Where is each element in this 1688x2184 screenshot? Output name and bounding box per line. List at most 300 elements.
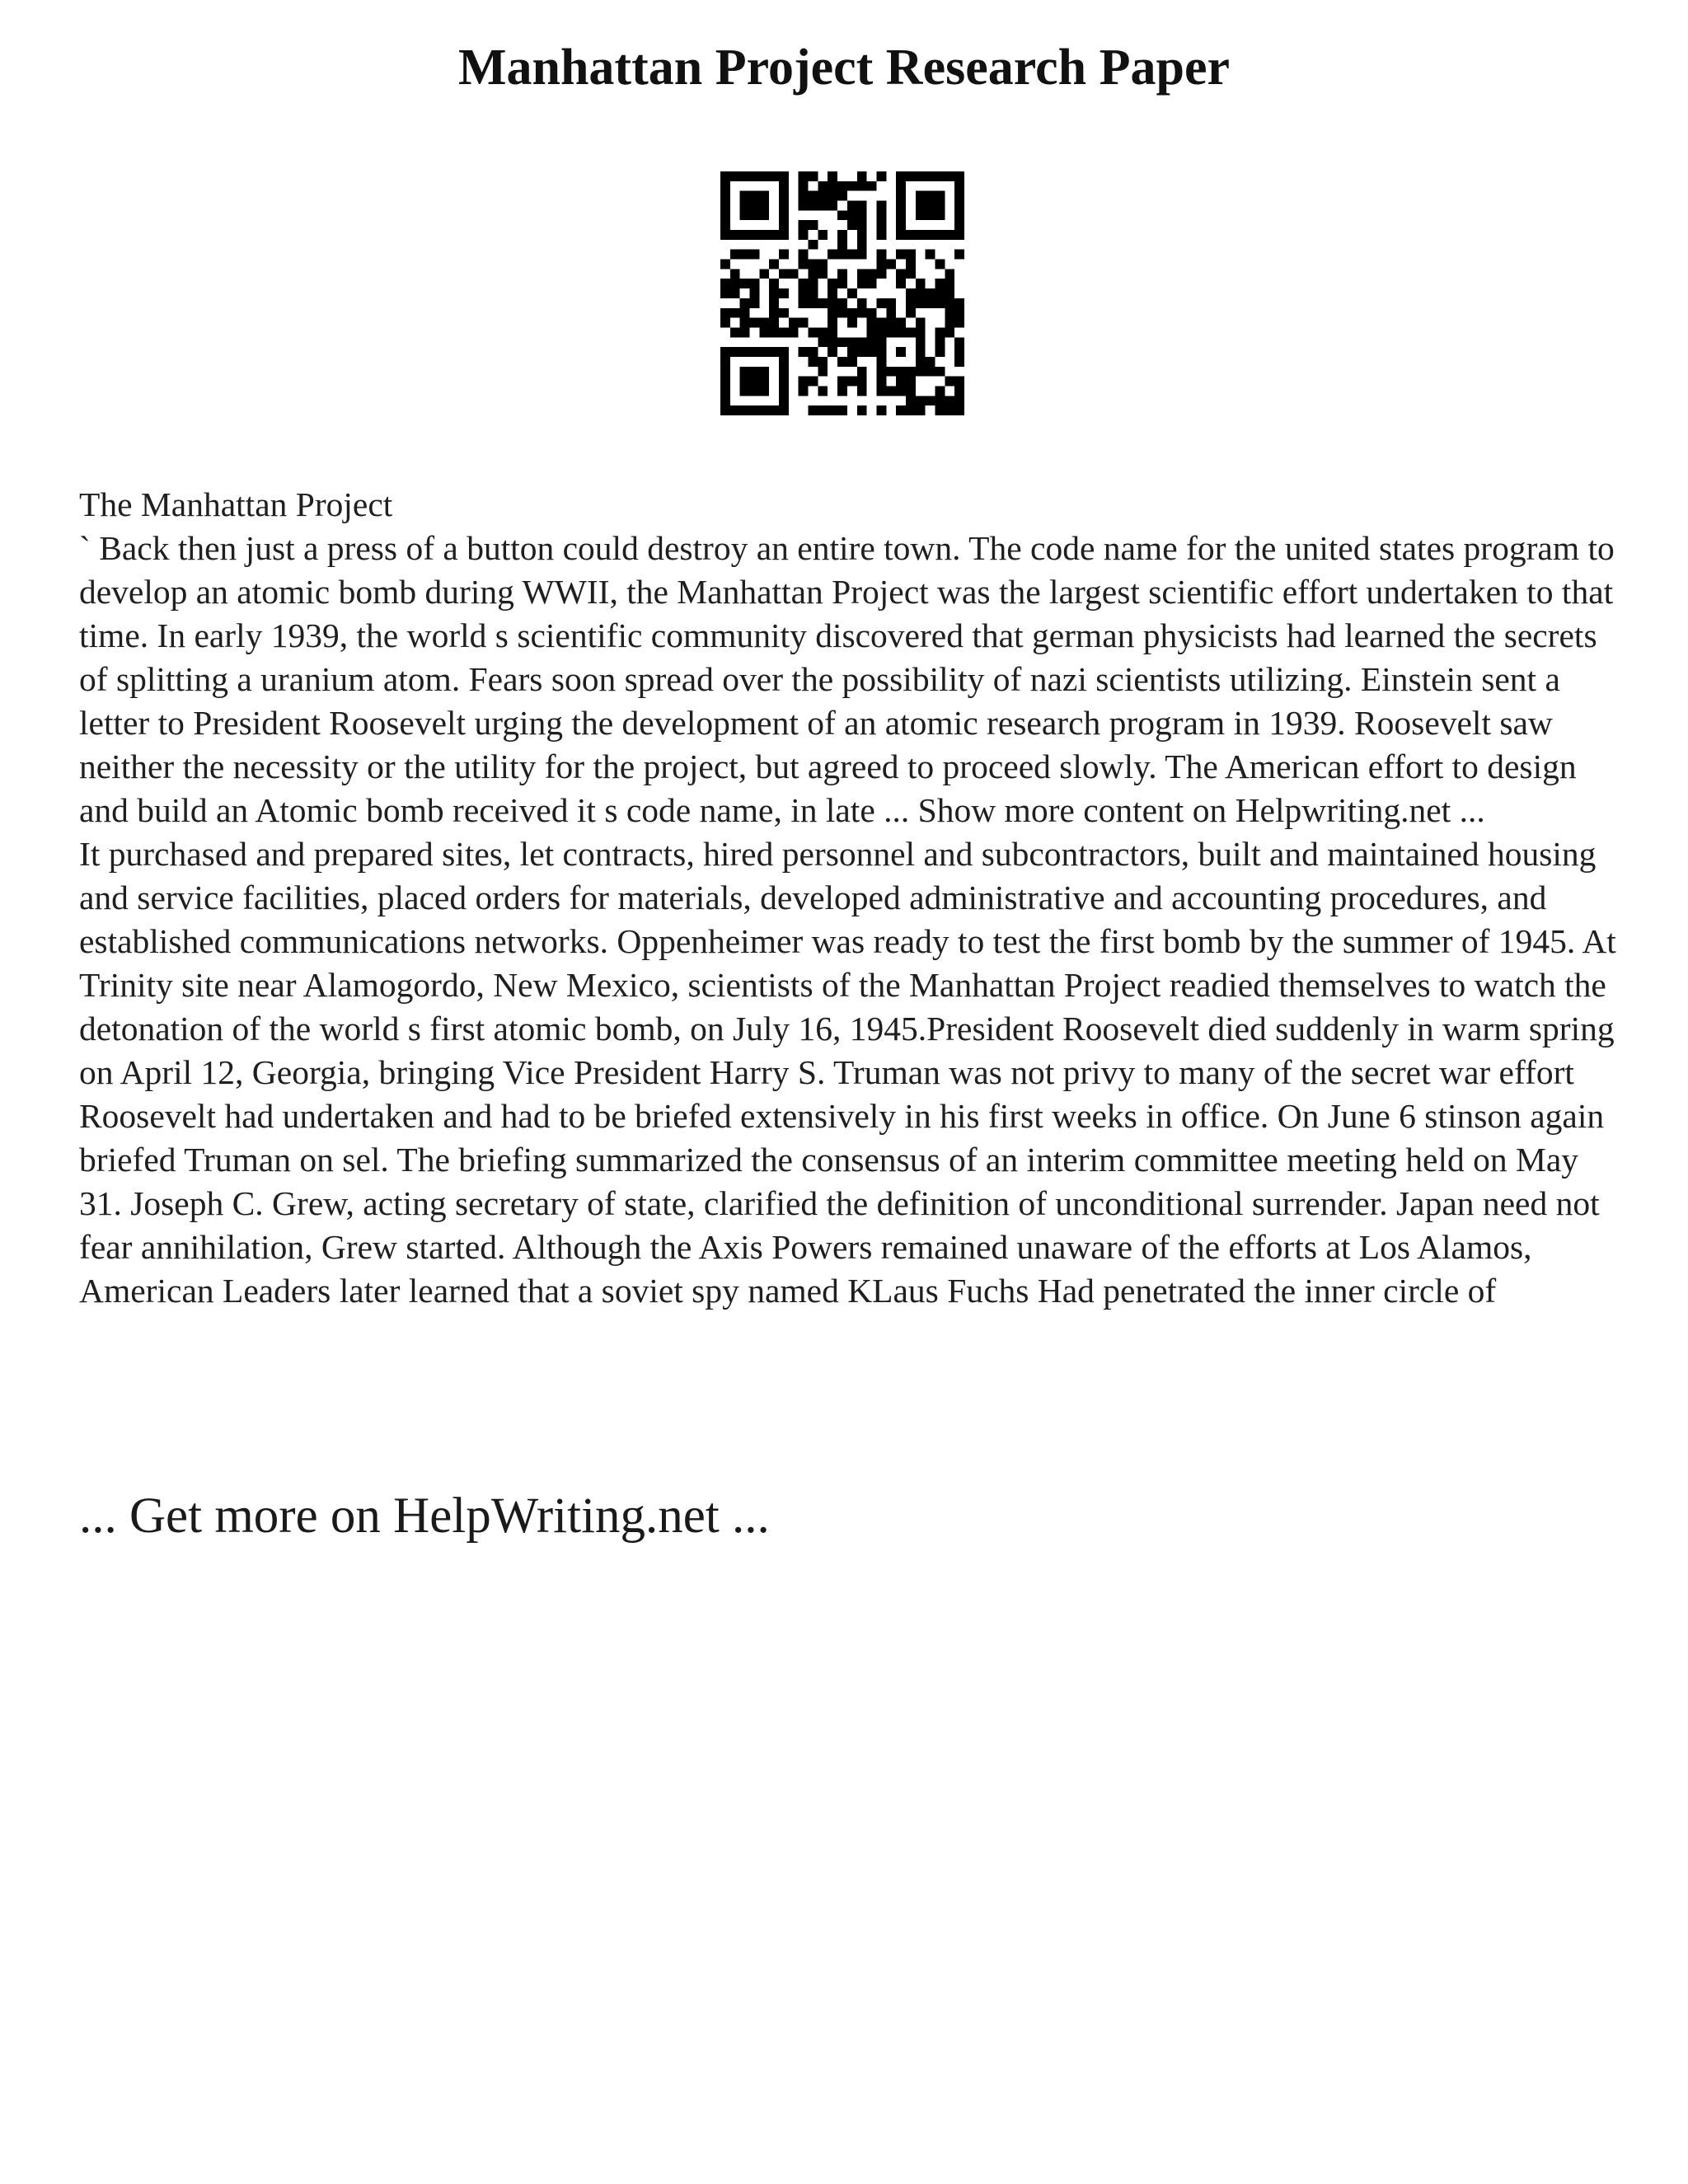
qr-module bbox=[945, 396, 954, 405]
qr-module bbox=[876, 260, 886, 269]
qr-module bbox=[847, 318, 857, 328]
qr-module bbox=[896, 405, 906, 415]
qr-module bbox=[935, 210, 945, 220]
qr-module bbox=[809, 279, 818, 288]
qr-module bbox=[809, 327, 818, 337]
qr-module bbox=[916, 230, 926, 240]
qr-module bbox=[818, 357, 828, 367]
qr-module bbox=[886, 386, 896, 396]
qr-module bbox=[906, 377, 916, 387]
qr-module bbox=[759, 377, 769, 387]
qr-module bbox=[759, 201, 769, 211]
qr-module bbox=[935, 327, 945, 337]
qr-module bbox=[916, 357, 926, 367]
qr-module bbox=[876, 367, 886, 377]
qr-module bbox=[857, 210, 867, 220]
qr-module bbox=[886, 308, 896, 318]
qr-module bbox=[740, 367, 750, 377]
qr-module bbox=[779, 396, 789, 405]
qr-module bbox=[876, 230, 886, 240]
qr-module bbox=[750, 367, 760, 377]
qr-module bbox=[954, 191, 964, 201]
qr-module bbox=[828, 250, 837, 260]
qr-module bbox=[828, 318, 837, 328]
qr-module bbox=[779, 347, 789, 357]
qr-module bbox=[837, 240, 847, 250]
qr-module bbox=[886, 318, 896, 328]
qr-module bbox=[935, 171, 945, 181]
qr-module bbox=[954, 347, 964, 357]
qr-module bbox=[916, 347, 926, 357]
qr-module bbox=[720, 260, 730, 269]
qr-module bbox=[828, 181, 837, 191]
qr-module bbox=[828, 327, 837, 337]
qr-module bbox=[750, 347, 760, 357]
qr-module bbox=[926, 298, 935, 308]
qr-module bbox=[750, 230, 760, 240]
qr-module bbox=[799, 201, 809, 211]
qr-module bbox=[935, 298, 945, 308]
qr-module bbox=[740, 210, 750, 220]
qr-module bbox=[740, 347, 750, 357]
qr-module bbox=[857, 250, 867, 260]
qr-module bbox=[954, 181, 964, 191]
qr-module bbox=[828, 298, 837, 308]
qr-module bbox=[896, 327, 906, 337]
qr-module bbox=[857, 269, 867, 279]
qr-module bbox=[759, 386, 769, 396]
qr-module bbox=[945, 298, 954, 308]
qr-module bbox=[916, 288, 926, 298]
qr-module bbox=[720, 210, 730, 220]
qr-module bbox=[779, 288, 789, 298]
qr-module bbox=[720, 318, 730, 328]
qr-module bbox=[896, 201, 906, 211]
qr-module bbox=[916, 171, 926, 181]
qr-module bbox=[876, 347, 886, 357]
qr-module bbox=[730, 288, 740, 298]
qr-module bbox=[935, 191, 945, 201]
qr-module bbox=[906, 396, 916, 405]
qr-module bbox=[809, 191, 818, 201]
qr-module bbox=[720, 396, 730, 405]
qr-module bbox=[857, 377, 867, 387]
qr-module bbox=[720, 357, 730, 367]
qr-module bbox=[799, 260, 809, 269]
qr-module bbox=[926, 171, 935, 181]
qr-module bbox=[730, 308, 740, 318]
qr-module bbox=[926, 230, 935, 240]
qr-module bbox=[789, 269, 799, 279]
qr-module bbox=[769, 318, 779, 328]
qr-module bbox=[809, 201, 818, 211]
qr-module bbox=[828, 201, 837, 211]
qr-module bbox=[935, 347, 945, 357]
qr-module bbox=[730, 250, 740, 260]
qr-module bbox=[906, 298, 916, 308]
qr-module bbox=[769, 230, 779, 240]
qr-module bbox=[809, 377, 818, 387]
qr-module bbox=[886, 298, 896, 308]
qr-module bbox=[935, 201, 945, 211]
qr-module bbox=[926, 357, 935, 367]
qr-module bbox=[954, 210, 964, 220]
qr-module bbox=[847, 288, 857, 298]
qr-module bbox=[847, 201, 857, 211]
page-title: Manhattan Project Research Paper bbox=[457, 40, 1231, 96]
qr-module bbox=[876, 337, 886, 347]
qr-module bbox=[954, 220, 964, 230]
qr-module bbox=[954, 201, 964, 211]
qr-module bbox=[876, 250, 886, 260]
qr-module bbox=[945, 308, 954, 318]
qr-module bbox=[740, 201, 750, 211]
qr-module bbox=[857, 405, 867, 415]
qr-module bbox=[886, 327, 896, 337]
qr-module bbox=[954, 377, 964, 387]
qr-module bbox=[906, 171, 916, 181]
qr-module bbox=[750, 201, 760, 211]
qr-module bbox=[837, 269, 847, 279]
qr-module bbox=[730, 269, 740, 279]
qr-module bbox=[857, 220, 867, 230]
qr-module bbox=[818, 367, 828, 377]
qr-module bbox=[896, 191, 906, 201]
qr-module bbox=[828, 337, 837, 347]
qr-module bbox=[750, 298, 760, 308]
qr-module bbox=[769, 327, 779, 337]
qr-module bbox=[730, 405, 740, 415]
qr-module bbox=[867, 337, 877, 347]
qr-module bbox=[954, 386, 964, 396]
qr-module bbox=[730, 279, 740, 288]
qr-module bbox=[935, 396, 945, 405]
qr-module bbox=[906, 288, 916, 298]
qr-module bbox=[799, 347, 809, 357]
qr-module bbox=[916, 201, 926, 211]
qr-module bbox=[740, 318, 750, 328]
qr-module bbox=[926, 201, 935, 211]
qr-module bbox=[769, 308, 779, 318]
qr-module bbox=[935, 230, 945, 240]
qr-module bbox=[759, 347, 769, 357]
qr-module bbox=[896, 269, 906, 279]
qr-module bbox=[954, 308, 964, 318]
qr-module bbox=[769, 171, 779, 181]
qr-module bbox=[945, 230, 954, 240]
qr-module bbox=[916, 405, 926, 415]
qr-module bbox=[916, 337, 926, 347]
qr-module bbox=[857, 298, 867, 308]
qr-module bbox=[750, 377, 760, 387]
qr-module bbox=[818, 230, 828, 240]
qr-module bbox=[818, 337, 828, 347]
article-heading: The Manhattan Project bbox=[79, 485, 393, 523]
qr-module bbox=[720, 279, 730, 288]
qr-module bbox=[759, 171, 769, 181]
paragraph-1: ` Back then just a press of a button could destroy an entire town. The code name for the united states program to develop an atomic bomb during WWII, the Manhattan Project was the largest scientific effort undertaken to that time. In early 1939, the world s scientific community discovered that german physicists had learned the secrets of splitting a uranium atom. Fears soon spread over the possibility of nazi scientists utilizing. Einstein sent a letter to President Roosevelt urging the development of an atomic research program in 1939. Roosevelt saw neither the necessity or the utility for the project, but agreed to proceed slowly. The American effort to design and build an Atomic bomb received it s code name, in late ... Show more content on Helpwriting.net ... bbox=[79, 529, 1615, 829]
qr-module bbox=[799, 377, 809, 387]
qr-module bbox=[779, 220, 789, 230]
qr-module bbox=[906, 260, 916, 269]
qr-module bbox=[896, 367, 906, 377]
qr-module bbox=[720, 191, 730, 201]
qr-module bbox=[779, 210, 789, 220]
qr-module bbox=[809, 357, 818, 367]
qr-module bbox=[837, 298, 847, 308]
qr-module bbox=[730, 230, 740, 240]
qr-module bbox=[926, 210, 935, 220]
qr-module bbox=[809, 298, 818, 308]
qr-module bbox=[720, 386, 730, 396]
qr-module bbox=[896, 347, 906, 357]
qr-module bbox=[847, 210, 857, 220]
qr-module bbox=[750, 191, 760, 201]
qr-module bbox=[906, 230, 916, 240]
qr-module bbox=[779, 377, 789, 387]
qr-module bbox=[837, 230, 847, 240]
get-more-link[interactable]: ... Get more on HelpWriting.net ... bbox=[79, 1488, 770, 1544]
qr-module bbox=[847, 337, 857, 347]
qr-module bbox=[896, 171, 906, 181]
qr-module bbox=[906, 386, 916, 396]
qr-module bbox=[876, 220, 886, 230]
qr-module bbox=[876, 386, 886, 396]
qr-module bbox=[935, 288, 945, 298]
qr-module bbox=[935, 405, 945, 415]
qr-module bbox=[759, 318, 769, 328]
qr-module bbox=[896, 279, 906, 288]
qr-module bbox=[720, 171, 730, 181]
qr-module bbox=[750, 210, 760, 220]
qr-module bbox=[857, 201, 867, 211]
qr-module bbox=[876, 405, 886, 415]
qr-module bbox=[867, 318, 877, 328]
qr-module bbox=[720, 367, 730, 377]
qr-module bbox=[779, 201, 789, 211]
qr-module bbox=[750, 288, 760, 298]
qr-module bbox=[945, 171, 954, 181]
qr-module bbox=[847, 220, 857, 230]
qr-module bbox=[876, 210, 886, 220]
qr-module bbox=[799, 230, 809, 240]
qr-module bbox=[750, 405, 760, 415]
qr-module bbox=[759, 269, 769, 279]
qr-module bbox=[954, 298, 964, 308]
qr-module bbox=[847, 181, 857, 191]
qr-module bbox=[926, 367, 935, 377]
qr-module bbox=[857, 279, 867, 288]
qr-module bbox=[916, 396, 926, 405]
qr-module bbox=[740, 377, 750, 387]
qr-module bbox=[935, 337, 945, 347]
qr-module bbox=[750, 386, 760, 396]
qr-module bbox=[945, 405, 954, 415]
qr-module bbox=[876, 377, 886, 387]
qr-module bbox=[896, 181, 906, 191]
qr-module bbox=[740, 171, 750, 181]
qr-module bbox=[857, 386, 867, 396]
qr-module bbox=[750, 171, 760, 181]
qr-module bbox=[799, 191, 809, 201]
qr-module bbox=[945, 279, 954, 288]
qr-module bbox=[809, 405, 818, 415]
qr-module bbox=[740, 308, 750, 318]
qr-module bbox=[954, 337, 964, 347]
qr-module bbox=[857, 171, 867, 181]
qr-module bbox=[809, 288, 818, 298]
qr-module bbox=[857, 181, 867, 191]
qr-module bbox=[779, 181, 789, 191]
qr-module bbox=[818, 386, 828, 396]
qr-module bbox=[828, 279, 837, 288]
qr-module bbox=[857, 230, 867, 240]
qr-module bbox=[837, 405, 847, 415]
qr-module bbox=[828, 347, 837, 357]
qr-module bbox=[876, 318, 886, 328]
qr-module bbox=[789, 327, 799, 337]
qr-module bbox=[818, 327, 828, 337]
qr-module bbox=[809, 171, 818, 181]
qr-module bbox=[828, 308, 837, 318]
qr-module bbox=[896, 230, 906, 240]
qr-module bbox=[809, 240, 818, 250]
qr-module bbox=[740, 298, 750, 308]
qr-module bbox=[750, 250, 760, 260]
qr-module bbox=[740, 405, 750, 415]
qr-module bbox=[740, 279, 750, 288]
qr-module bbox=[799, 318, 809, 328]
qr-module bbox=[906, 269, 916, 279]
qr-module bbox=[769, 298, 779, 308]
qr-module bbox=[740, 250, 750, 260]
qr-module bbox=[837, 279, 847, 288]
qr-module bbox=[818, 181, 828, 191]
qr-module bbox=[740, 327, 750, 337]
qr-module bbox=[857, 308, 867, 318]
qr-module bbox=[799, 298, 809, 308]
qr-module bbox=[730, 347, 740, 357]
qr-module bbox=[837, 386, 847, 396]
qr-module bbox=[799, 386, 809, 396]
qr-module bbox=[720, 377, 730, 387]
qr-module bbox=[857, 337, 867, 347]
qr-module bbox=[935, 386, 945, 396]
qr-module bbox=[828, 288, 837, 298]
qr-module bbox=[945, 318, 954, 328]
qr-module bbox=[896, 210, 906, 220]
qr-module bbox=[857, 367, 867, 377]
qr-module bbox=[916, 191, 926, 201]
qr-module bbox=[916, 279, 926, 288]
qr-module bbox=[916, 318, 926, 328]
qr-module bbox=[779, 405, 789, 415]
qr-module bbox=[896, 318, 906, 328]
qr-module bbox=[818, 191, 828, 201]
qr-module bbox=[730, 327, 740, 337]
qr-module bbox=[857, 240, 867, 250]
qr-module bbox=[779, 327, 789, 337]
qr-module bbox=[954, 405, 964, 415]
qr-module bbox=[867, 308, 877, 318]
qr-module bbox=[896, 377, 906, 387]
qr-module bbox=[779, 230, 789, 240]
qr-module bbox=[896, 386, 906, 396]
qr-module bbox=[954, 357, 964, 367]
qr-module bbox=[926, 396, 935, 405]
qr-module bbox=[896, 220, 906, 230]
qr-module bbox=[799, 250, 809, 260]
qr-module bbox=[769, 260, 779, 269]
qr-module bbox=[926, 250, 935, 260]
qr-module bbox=[779, 386, 789, 396]
qr-module bbox=[867, 181, 877, 191]
qr-module bbox=[847, 308, 857, 318]
qr-module bbox=[720, 230, 730, 240]
qr-module bbox=[759, 210, 769, 220]
qr-module bbox=[954, 230, 964, 240]
qr-module bbox=[818, 260, 828, 269]
qr-module bbox=[954, 318, 964, 328]
qr-module bbox=[847, 250, 857, 260]
qr-module bbox=[876, 201, 886, 211]
qr-module bbox=[759, 367, 769, 377]
qr-module bbox=[954, 396, 964, 405]
qr-module bbox=[750, 318, 760, 328]
qr-module bbox=[906, 327, 916, 337]
qr-module bbox=[886, 260, 896, 269]
qr-module bbox=[867, 279, 877, 288]
qr-module bbox=[759, 405, 769, 415]
paragraph-2: It purchased and prepared sites, let contracts, hired personnel and subcontractors, built and maintained housing and service facilities, placed orders for materials, developed administrative and accounting procedures, and established communications networks. Oppenheimer was ready to test the first bomb by the summer of 1945. At Trinity site near Alamogordo, New Mexico, scientists of the Manhattan Project readied themselves to watch the detonation of the world s first atomic bomb, on July 16, 1945.President Roosevelt died suddenly in warm spring on April 12, Georgia, bringing Vice President Harry S. Truman was not privy to many of the secret war effort Roosevelt had undertaken and had to be briefed extensively in his first weeks in office. On June 6 stinson again briefed Truman on sel. The briefing summarized the consensus of an interim committee meeting held on May 31. Joseph C. Grew, acting secretary of state, clarified the definition of unconditional surrender. Japan need not fear annihilation, Grew started. Although the Axis Powers remained unaware of the efforts at Los Alamos, American Leaders later learned that a soviet spy named KLaus Fuchs Had penetrated the inner circle of bbox=[79, 835, 1616, 1310]
qr-module bbox=[945, 269, 954, 279]
qr-module bbox=[837, 337, 847, 347]
qr-module bbox=[799, 171, 809, 181]
qr-module bbox=[818, 298, 828, 308]
qr-module bbox=[945, 288, 954, 298]
qr-module bbox=[954, 171, 964, 181]
qr-module bbox=[779, 269, 789, 279]
qr-module bbox=[779, 250, 789, 260]
qr-module bbox=[954, 250, 964, 260]
qr-module bbox=[769, 279, 779, 288]
qr-module bbox=[906, 367, 916, 377]
qr-module bbox=[740, 386, 750, 396]
qr-module bbox=[867, 347, 877, 357]
qr-module bbox=[720, 288, 730, 298]
qr-module bbox=[779, 308, 789, 318]
qr-module bbox=[779, 171, 789, 181]
qr-module bbox=[769, 347, 779, 357]
qr-module bbox=[809, 347, 818, 357]
article-body bbox=[79, 483, 1629, 1313]
qr-module bbox=[789, 318, 799, 328]
qr-module bbox=[779, 357, 789, 367]
qr-module bbox=[886, 367, 896, 377]
qr-module bbox=[779, 367, 789, 377]
qr-module bbox=[906, 308, 916, 318]
qr-module bbox=[876, 327, 886, 337]
qr-module bbox=[818, 201, 828, 211]
qr-module bbox=[779, 191, 789, 201]
qr-module bbox=[818, 269, 828, 279]
qr-module bbox=[926, 288, 935, 298]
qr-module bbox=[759, 191, 769, 201]
qr-module bbox=[876, 269, 886, 279]
qr-code-icon bbox=[720, 171, 964, 415]
qr-module bbox=[809, 269, 818, 279]
qr-module bbox=[720, 347, 730, 357]
